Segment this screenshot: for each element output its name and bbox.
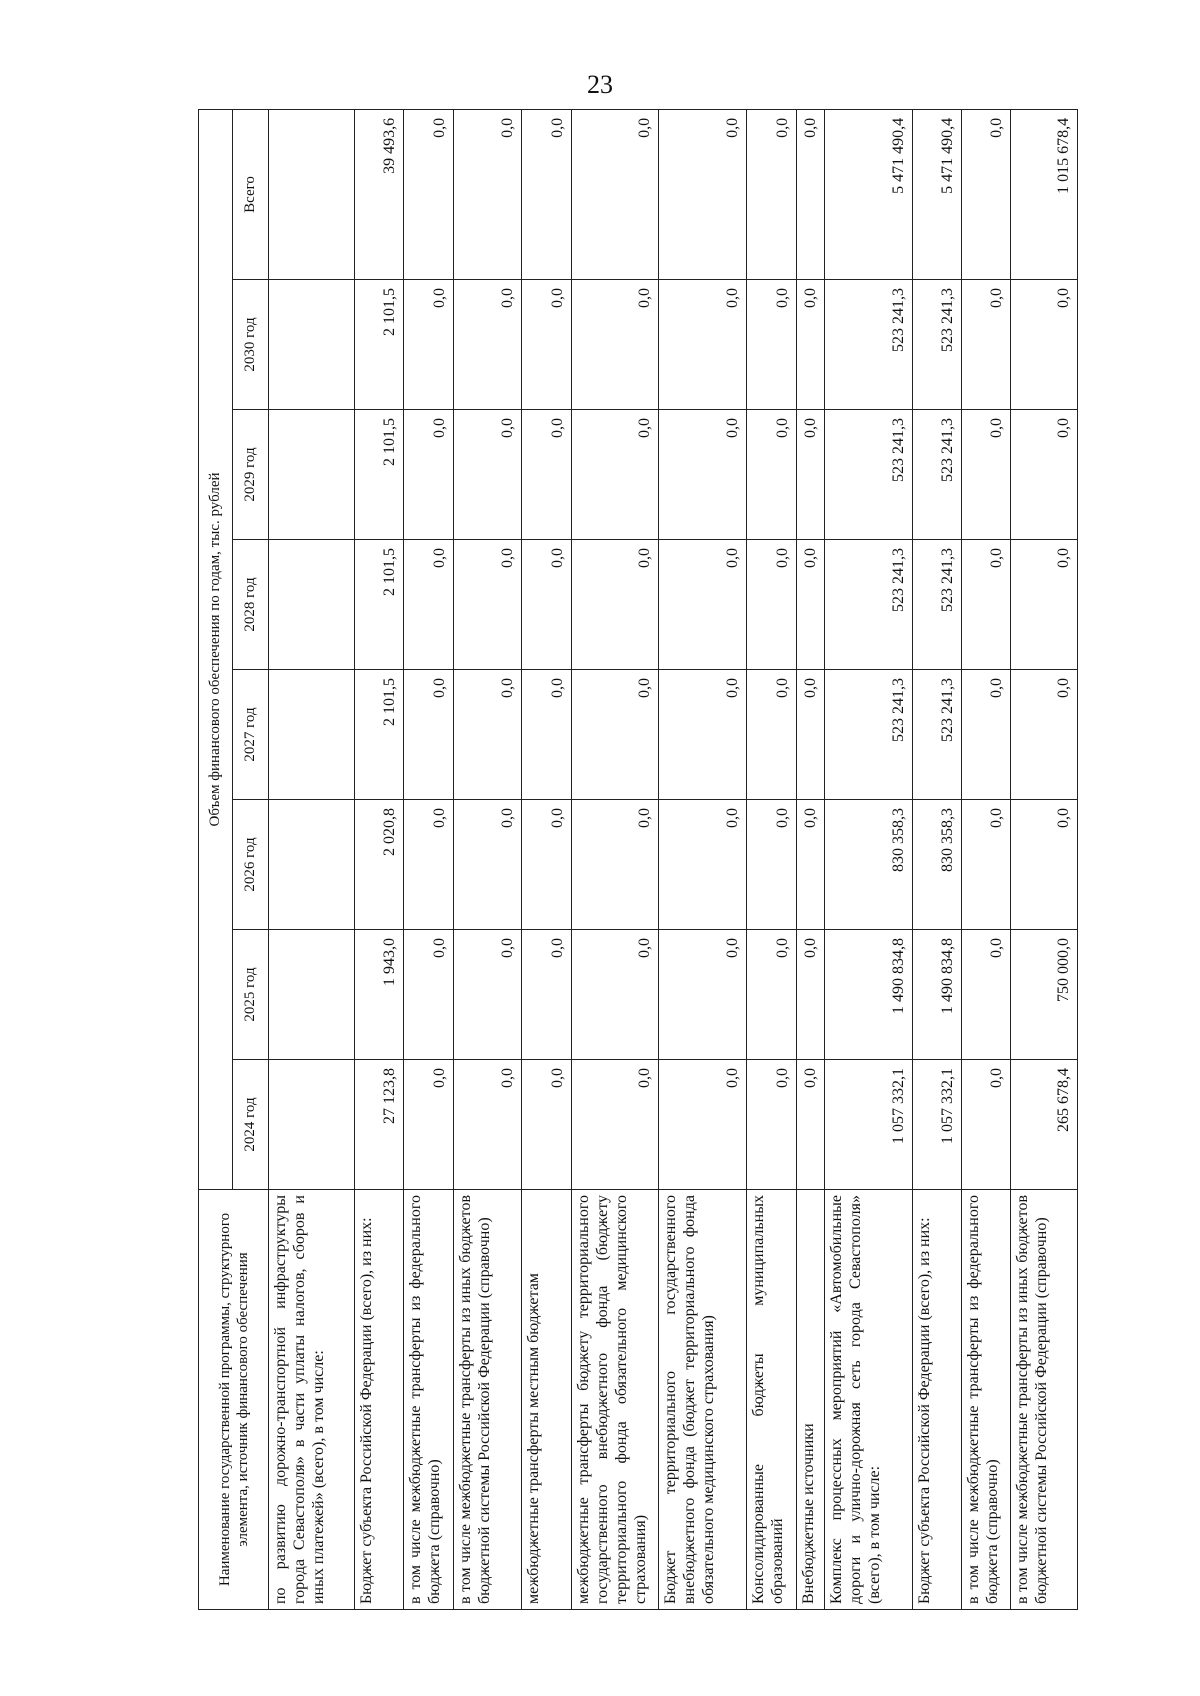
cell-value: 5 471 490,4 xyxy=(912,109,961,279)
cell-value: 2 101,5 xyxy=(354,540,403,670)
header-total: Всего xyxy=(233,109,269,279)
header-year-2025: 2025 год xyxy=(233,930,269,1060)
cell-value: 0,0 xyxy=(571,670,659,800)
cell-value: 750 000,0 xyxy=(1011,930,1078,1060)
row-name: межбюджетные трансферты бюджету территориального государственного внебюджетного фонда (бюджету территориального фонда обязательного медицинского страхования) xyxy=(571,1190,659,1610)
table-row xyxy=(1011,109,1078,1609)
cell-value: 1 015 678,4 xyxy=(1011,109,1078,279)
row-name: в том числе межбюджетные трансферты из иных бюджетов бюджетной системы Российской Федерации (справочно) xyxy=(453,1190,522,1610)
row-name: межбюджетные трансферты местным бюджетам xyxy=(522,1190,571,1610)
row-name: Комплекс процессных мероприятий «Автомобильные дороги и улично-дорожная сеть города Севастополя» (всего), в том числе: xyxy=(824,1190,912,1610)
cell-value: 0,0 xyxy=(1011,410,1078,540)
cell-value: 1 490 834,8 xyxy=(824,930,912,1060)
table-row xyxy=(571,109,659,1609)
cell-value: 523 241,3 xyxy=(824,670,912,800)
cell-value: 0,0 xyxy=(522,800,571,930)
cell-value: 0,0 xyxy=(796,1060,824,1190)
cell-value: 0,0 xyxy=(796,930,824,1060)
cell-value: 0,0 xyxy=(659,670,747,800)
cell-value: 0,0 xyxy=(747,670,796,800)
row-name: Бюджет субъекта Российской Федерации (всего), из них: xyxy=(912,1190,961,1610)
cell-value: 0,0 xyxy=(659,280,747,410)
header-year-2029: 2029 год xyxy=(233,410,269,540)
cell-value: 0,0 xyxy=(571,280,659,410)
table-row xyxy=(404,109,453,1609)
row-name: по развитию дорожно-транспортной инфраструктуры города Севастополя» в части уплаты налогов, сборов и иных платежей» (всего), в том числе: xyxy=(269,1190,355,1610)
header-year-2027: 2027 год xyxy=(233,670,269,800)
header-year-2028: 2028 год xyxy=(233,540,269,670)
cell-value: 5 471 490,4 xyxy=(824,109,912,279)
cell-value: 523 241,3 xyxy=(912,670,961,800)
cell-value: 0,0 xyxy=(962,410,1011,540)
cell-value: 27 123,8 xyxy=(354,1060,403,1190)
cell-value xyxy=(269,1060,355,1190)
cell-value: 0,0 xyxy=(962,800,1011,930)
cell-value: 0,0 xyxy=(571,930,659,1060)
cell-value xyxy=(269,670,355,800)
cell-value: 0,0 xyxy=(453,540,522,670)
cell-value: 0,0 xyxy=(796,540,824,670)
cell-value: 0,0 xyxy=(522,670,571,800)
header-year-2024: 2024 год xyxy=(233,1060,269,1190)
table-row xyxy=(824,109,912,1609)
page-number: 23 xyxy=(587,70,613,99)
cell-value: 0,0 xyxy=(522,540,571,670)
cell-value: 1 057 332,1 xyxy=(912,1060,961,1190)
cell-value: 0,0 xyxy=(962,540,1011,670)
cell-value: 523 241,3 xyxy=(824,410,912,540)
cell-value: 0,0 xyxy=(571,109,659,279)
cell-value: 0,0 xyxy=(747,800,796,930)
cell-value: 0,0 xyxy=(659,930,747,1060)
cell-value: 0,0 xyxy=(404,109,453,279)
cell-value: 0,0 xyxy=(659,109,747,279)
row-name: Консолидированные бюджеты муниципальных образований xyxy=(747,1190,796,1610)
cell-value: 0,0 xyxy=(522,930,571,1060)
cell-value: 2 020,8 xyxy=(354,800,403,930)
header-year-2026: 2026 год xyxy=(233,800,269,930)
cell-value: 0,0 xyxy=(747,410,796,540)
table-row xyxy=(522,109,571,1609)
row-name: Внебюджетные источники xyxy=(796,1190,824,1610)
cell-value: 0,0 xyxy=(522,410,571,540)
cell-value: 0,0 xyxy=(747,1060,796,1190)
cell-value: 0,0 xyxy=(571,410,659,540)
cell-value: 0,0 xyxy=(1011,540,1078,670)
cell-value: 523 241,3 xyxy=(912,540,961,670)
cell-value: 2 101,5 xyxy=(354,670,403,800)
cell-value: 0,0 xyxy=(1011,670,1078,800)
cell-value: 265 678,4 xyxy=(1011,1060,1078,1190)
cell-value xyxy=(269,930,355,1060)
cell-value: 0,0 xyxy=(404,800,453,930)
rotated-table-container xyxy=(198,110,1078,1610)
cell-value: 523 241,3 xyxy=(824,540,912,670)
cell-value: 0,0 xyxy=(747,280,796,410)
cell-value: 1 943,0 xyxy=(354,930,403,1060)
cell-value: 0,0 xyxy=(404,540,453,670)
financing-table xyxy=(198,109,1078,1610)
cell-value: 0,0 xyxy=(571,800,659,930)
cell-value: 0,0 xyxy=(522,280,571,410)
cell-value: 0,0 xyxy=(404,280,453,410)
header-name-column: Наименование государственной программы, структурного элемента, источник финансового обеспечения xyxy=(199,1190,269,1610)
cell-value: 0,0 xyxy=(404,1060,453,1190)
table-row xyxy=(269,109,355,1609)
cell-value: 0,0 xyxy=(747,540,796,670)
cell-value xyxy=(269,410,355,540)
cell-value: 0,0 xyxy=(453,280,522,410)
cell-value: 0,0 xyxy=(796,800,824,930)
cell-value: 0,0 xyxy=(404,930,453,1060)
cell-value xyxy=(269,540,355,670)
cell-value: 0,0 xyxy=(453,800,522,930)
row-name: Бюджет субъекта Российской Федерации (всего), из них: xyxy=(354,1190,403,1610)
header-year-2030: 2030 год xyxy=(233,280,269,410)
cell-value: 0,0 xyxy=(747,109,796,279)
row-name: в том числе межбюджетные трансферты из федерального бюджета (справочно) xyxy=(404,1190,453,1610)
cell-value: 2 101,5 xyxy=(354,410,403,540)
cell-value: 0,0 xyxy=(522,1060,571,1190)
table-row xyxy=(354,109,403,1609)
cell-value: 0,0 xyxy=(962,1060,1011,1190)
cell-value: 0,0 xyxy=(571,1060,659,1190)
row-name: в том числе межбюджетные трансферты из федерального бюджета (справочно) xyxy=(962,1190,1011,1610)
table-row xyxy=(962,109,1011,1609)
cell-value: 0,0 xyxy=(453,109,522,279)
cell-value: 0,0 xyxy=(453,670,522,800)
cell-value: 830 358,3 xyxy=(824,800,912,930)
cell-value: 0,0 xyxy=(404,670,453,800)
cell-value xyxy=(269,109,355,279)
cell-value: 0,0 xyxy=(453,410,522,540)
cell-value xyxy=(269,280,355,410)
cell-value: 0,0 xyxy=(659,410,747,540)
cell-value: 0,0 xyxy=(659,1060,747,1190)
cell-value: 0,0 xyxy=(962,280,1011,410)
cell-value: 523 241,3 xyxy=(912,410,961,540)
cell-value: 0,0 xyxy=(962,670,1011,800)
cell-value: 0,0 xyxy=(453,1060,522,1190)
cell-value: 0,0 xyxy=(962,930,1011,1060)
cell-value: 0,0 xyxy=(747,930,796,1060)
table-row xyxy=(453,109,522,1609)
cell-value: 0,0 xyxy=(453,930,522,1060)
cell-value: 0,0 xyxy=(1011,280,1078,410)
table-row xyxy=(796,109,824,1609)
row-name: в том числе межбюджетные трансферты из иных бюджетов бюджетной системы Российской Федерации (справочно) xyxy=(1011,1190,1078,1610)
cell-value xyxy=(269,800,355,930)
cell-value: 830 358,3 xyxy=(912,800,961,930)
cell-value: 0,0 xyxy=(659,800,747,930)
cell-value: 0,0 xyxy=(796,410,824,540)
cell-value: 523 241,3 xyxy=(824,280,912,410)
cell-value: 0,0 xyxy=(796,109,824,279)
cell-value: 0,0 xyxy=(571,540,659,670)
cell-value: 1 490 834,8 xyxy=(912,930,961,1060)
cell-value: 0,0 xyxy=(796,670,824,800)
table-row xyxy=(912,109,961,1609)
table-row xyxy=(747,109,796,1609)
cell-value: 39 493,6 xyxy=(354,109,403,279)
table-row xyxy=(659,109,747,1609)
cell-value: 0,0 xyxy=(659,540,747,670)
row-name: Бюджет территориального государственного внебюджетного фонда (бюджет территориального фонда обязательного медицинского страхования) xyxy=(659,1190,747,1610)
header-volume-group: Объем финансового обеспечения по годам, тыс. рублей xyxy=(199,109,233,1189)
cell-value: 0,0 xyxy=(962,109,1011,279)
cell-value: 0,0 xyxy=(522,109,571,279)
cell-value: 1 057 332,1 xyxy=(824,1060,912,1190)
cell-value: 0,0 xyxy=(1011,800,1078,930)
cell-value: 523 241,3 xyxy=(912,280,961,410)
cell-value: 0,0 xyxy=(404,410,453,540)
cell-value: 2 101,5 xyxy=(354,280,403,410)
cell-value: 0,0 xyxy=(796,280,824,410)
